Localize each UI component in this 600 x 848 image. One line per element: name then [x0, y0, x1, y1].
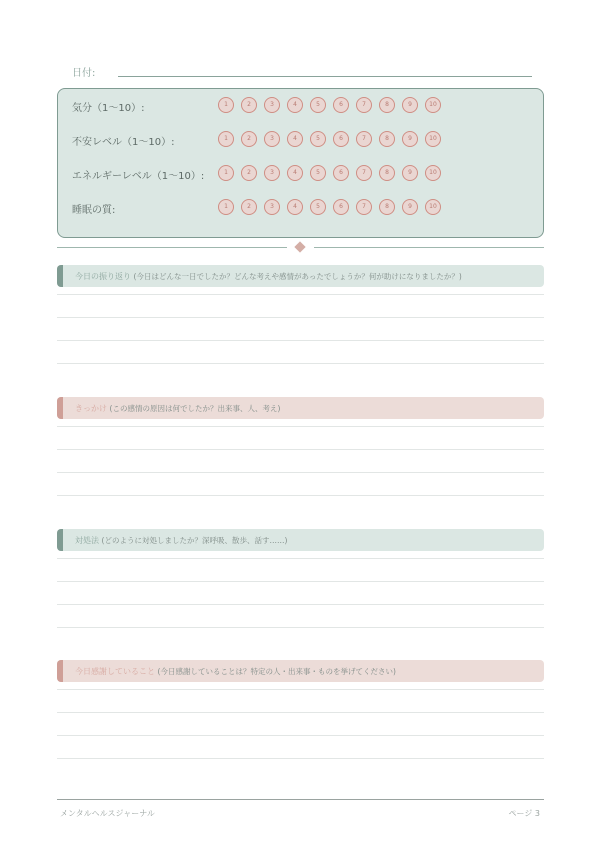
- date-input-line[interactable]: [118, 76, 532, 77]
- section-hint: (この感情の原因は何でしたか？出来事、人、考え): [109, 404, 281, 413]
- writing-line[interactable]: [57, 712, 544, 713]
- rating-option-circle[interactable]: 1: [218, 97, 234, 113]
- writing-line[interactable]: [57, 317, 544, 318]
- reflection-section-header: [57, 265, 544, 287]
- section-accent-bar: [57, 397, 63, 419]
- rating-option-circle[interactable]: 4: [287, 97, 303, 113]
- rating-option-circle[interactable]: 4: [287, 131, 303, 147]
- writing-line[interactable]: [57, 363, 544, 364]
- section-title-text: 今日感謝していること: [75, 667, 155, 676]
- energy-rating-scale: [218, 165, 448, 181]
- writing-line[interactable]: [57, 340, 544, 341]
- writing-line[interactable]: [57, 495, 544, 496]
- rating-box: [57, 88, 544, 238]
- rating-option-circle[interactable]: 6: [333, 165, 349, 181]
- rating-option-circle[interactable]: 10: [425, 131, 441, 147]
- rating-option-circle[interactable]: 2: [241, 165, 257, 181]
- section-accent-bar: [57, 529, 63, 551]
- rating-option-circle[interactable]: 9: [402, 165, 418, 181]
- section-title: [75, 535, 287, 546]
- rating-option-circle[interactable]: 6: [333, 97, 349, 113]
- rating-option-circle[interactable]: 9: [402, 97, 418, 113]
- rating-option-circle[interactable]: 8: [379, 97, 395, 113]
- section-title: [75, 666, 396, 677]
- writing-line[interactable]: [57, 449, 544, 450]
- section-hint: (今日はどんな一日でしたか？どんな考えや感情があったでしょうか？何が助けになりましたか？): [133, 272, 462, 281]
- rating-option-circle[interactable]: 1: [218, 199, 234, 215]
- rating-option-circle[interactable]: 8: [379, 199, 395, 215]
- section-hint: (どのように対処しましたか？深呼吸、散歩、話す……): [101, 536, 288, 545]
- section-accent-bar: [57, 265, 63, 287]
- date-label: 日付:: [72, 68, 96, 79]
- footer-rule: [57, 799, 544, 800]
- sleep-rating-row: [72, 197, 532, 219]
- writing-line[interactable]: [57, 426, 544, 427]
- rating-option-circle[interactable]: 2: [241, 97, 257, 113]
- coping-section-header: [57, 529, 544, 551]
- diamond-ornament-icon: [294, 241, 305, 252]
- rating-option-circle[interactable]: 2: [241, 131, 257, 147]
- rating-option-circle[interactable]: 7: [356, 97, 372, 113]
- rating-option-circle[interactable]: 10: [425, 97, 441, 113]
- section-title-text: 対処法: [75, 536, 99, 545]
- rating-option-circle[interactable]: 5: [310, 199, 326, 215]
- mood-rating-scale: [218, 97, 448, 113]
- rating-option-circle[interactable]: 10: [425, 199, 441, 215]
- rating-option-circle[interactable]: 7: [356, 165, 372, 181]
- section-hint: (今日感謝していることは？特定の人・出来事・ものを挙げてください): [157, 667, 396, 676]
- section-title-text: 今日の振り返り: [75, 272, 131, 281]
- gratitude-section-header: [57, 660, 544, 682]
- energy-rating-label: エネルギーレベル（1〜10）:: [72, 171, 205, 182]
- section-title: [75, 403, 280, 414]
- writing-line[interactable]: [57, 604, 544, 605]
- rating-option-circle[interactable]: 3: [264, 199, 280, 215]
- rating-option-circle[interactable]: 1: [218, 131, 234, 147]
- writing-line[interactable]: [57, 558, 544, 559]
- section-accent-bar: [57, 660, 63, 682]
- divider-line-left: [57, 247, 287, 248]
- rating-option-circle[interactable]: 8: [379, 131, 395, 147]
- writing-line[interactable]: [57, 581, 544, 582]
- divider-line-right: [314, 247, 544, 248]
- footer-journal-title: メンタルヘルスジャーナル: [60, 809, 155, 818]
- anxiety-rating-row: [72, 129, 532, 151]
- writing-line[interactable]: [57, 689, 544, 690]
- writing-line[interactable]: [57, 627, 544, 628]
- rating-option-circle[interactable]: 1: [218, 165, 234, 181]
- anxiety-rating-label: 不安レベル（1〜10）:: [72, 137, 175, 148]
- rating-option-circle[interactable]: 3: [264, 131, 280, 147]
- writing-line[interactable]: [57, 294, 544, 295]
- rating-option-circle[interactable]: 10: [425, 165, 441, 181]
- rating-option-circle[interactable]: 5: [310, 131, 326, 147]
- rating-option-circle[interactable]: 4: [287, 199, 303, 215]
- writing-line[interactable]: [57, 472, 544, 473]
- section-title-text: きっかけ: [75, 404, 107, 413]
- sleep-rating-scale: [218, 199, 448, 215]
- rating-option-circle[interactable]: 4: [287, 165, 303, 181]
- rating-option-circle[interactable]: 5: [310, 165, 326, 181]
- writing-line[interactable]: [57, 735, 544, 736]
- date-row: [72, 62, 532, 80]
- section-title: [75, 271, 462, 282]
- mood-rating-label: 気分（1〜10）:: [72, 103, 145, 114]
- anxiety-rating-scale: [218, 131, 448, 147]
- rating-option-circle[interactable]: 7: [356, 199, 372, 215]
- rating-option-circle[interactable]: 6: [333, 131, 349, 147]
- trigger-section-header: [57, 397, 544, 419]
- rating-option-circle[interactable]: 6: [333, 199, 349, 215]
- rating-option-circle[interactable]: 3: [264, 97, 280, 113]
- rating-option-circle[interactable]: 7: [356, 131, 372, 147]
- section-divider: [57, 247, 544, 249]
- rating-option-circle[interactable]: 3: [264, 165, 280, 181]
- footer-page-number: ページ 3: [508, 809, 540, 818]
- rating-option-circle[interactable]: 5: [310, 97, 326, 113]
- energy-rating-row: [72, 163, 532, 185]
- mood-rating-row: [72, 95, 532, 117]
- rating-option-circle[interactable]: 9: [402, 199, 418, 215]
- writing-line[interactable]: [57, 758, 544, 759]
- rating-option-circle[interactable]: 2: [241, 199, 257, 215]
- rating-option-circle[interactable]: 9: [402, 131, 418, 147]
- rating-option-circle[interactable]: 8: [379, 165, 395, 181]
- sleep-rating-label: 睡眠の質:: [72, 205, 116, 216]
